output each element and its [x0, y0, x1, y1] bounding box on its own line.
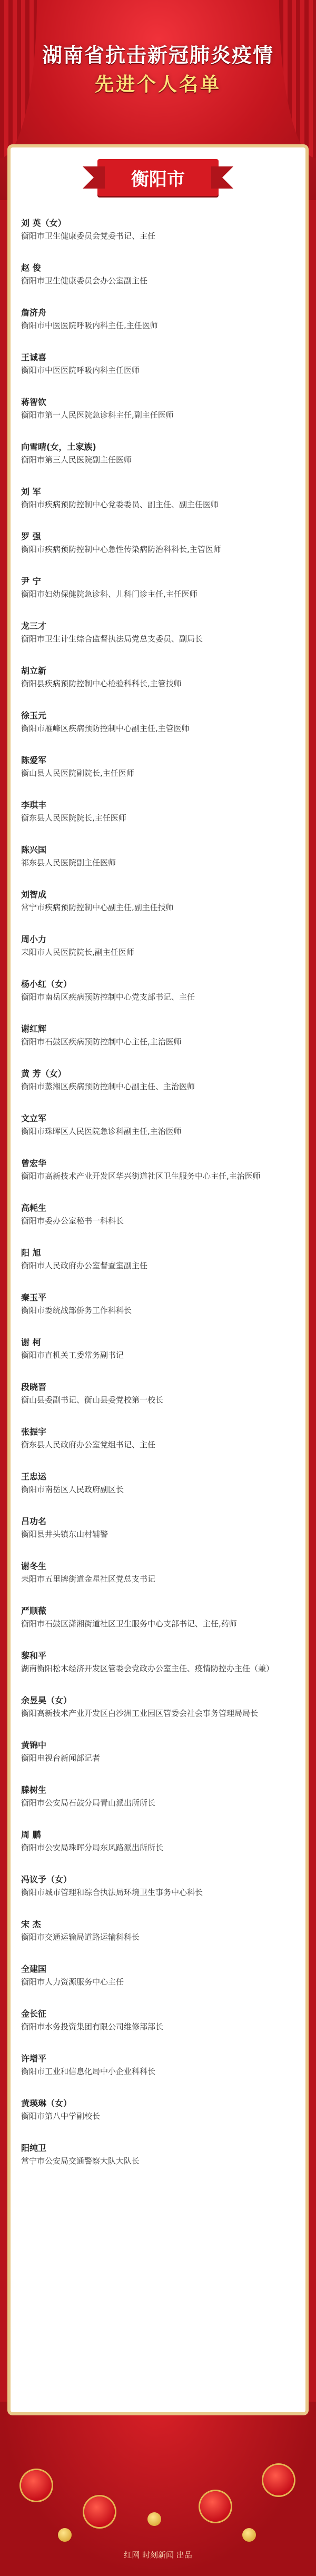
- list-item: [21, 1560, 295, 1585]
- honoree-title: 衡阳市公安局石鼓分局青山派出所所长: [21, 1798, 156, 1808]
- list-item: [21, 262, 295, 287]
- list-item: [21, 799, 295, 824]
- page-subtitle: 先进个人名单: [94, 74, 221, 95]
- honoree-title: 衡阳市公安局珠晖分局东风路派出所所长: [21, 1843, 164, 1852]
- list-item: [21, 844, 295, 869]
- honoree-name: 金长征: [21, 2009, 47, 2019]
- honoree-name: 吕功名: [21, 1516, 47, 1526]
- honoree-name: 冯议予（女）: [21, 1874, 72, 1884]
- honoree-name: 徐玉元: [21, 710, 47, 721]
- honoree-title: 衡阳市卫生健康委员会党委书记、主任: [21, 231, 156, 241]
- honoree-list: [21, 217, 295, 2187]
- list-item: [21, 530, 295, 556]
- honoree-name: 蒋智钦: [21, 397, 47, 407]
- city-name: 衡阳市: [131, 169, 185, 190]
- honoree-name: 李琪丰: [21, 800, 47, 810]
- honoree-name: 刘 英（女）: [21, 218, 66, 228]
- honoree-name: 杨小红（女）: [21, 979, 72, 989]
- city-banner: [97, 159, 219, 196]
- list-item: [21, 351, 295, 377]
- list-item: [21, 486, 295, 511]
- honoree-name: 周 鹏: [21, 1830, 41, 1840]
- honoree-name: 刘 军: [21, 487, 41, 497]
- list-item: [21, 933, 295, 959]
- list-item: [21, 575, 295, 600]
- honoree-name: 滕树生: [21, 1785, 47, 1795]
- honoree-name: 黄锦中: [21, 1740, 47, 1750]
- honoree-name: 许增平: [21, 2054, 47, 2064]
- list-item: [21, 2097, 295, 2123]
- honoree-title: 衡阳市人力资源服务中心主任: [21, 1977, 124, 1987]
- honoree-title: 衡阳市第三人民医院副主任医师: [21, 455, 132, 465]
- honoree-title: 衡阳市交通运输局道路运输科科长: [21, 1932, 140, 1942]
- honoree-name: 阳 旭: [21, 1248, 41, 1258]
- honoree-name: 高耗生: [21, 1203, 47, 1213]
- page-title: 湖南省抗击新冠肺炎疫情: [42, 44, 274, 67]
- list-item: [21, 1694, 295, 1720]
- honoree-title: 衡阳市中医医院呼吸内科主任医师: [21, 366, 140, 375]
- list-item: [21, 889, 295, 914]
- list-item: [21, 307, 295, 332]
- honoree-title: 湖南衡阳松木经济开发区管委会党政办公室主任、疫情防控办主任（兼）: [21, 1664, 274, 1673]
- honoree-title: 衡阳县疾病预防控制中心检验科科长,主管技师: [21, 679, 182, 688]
- honoree-name: 詹济舟: [21, 308, 47, 318]
- list-card: [11, 147, 305, 2412]
- honoree-title: 衡阳市卫生计生综合监督执法局党总支委员、副局长: [21, 634, 203, 644]
- honoree-name: 赵 俊: [21, 263, 41, 273]
- lantern-icon: [263, 2465, 294, 2495]
- list-item: [21, 1918, 295, 1943]
- lantern-icon: [21, 2470, 52, 2501]
- list-item: [21, 1605, 295, 1630]
- honoree-title: 衡阳市卫生健康委员会办公室副主任: [21, 276, 148, 285]
- honoree-name: 陈爱军: [21, 755, 47, 765]
- coin-icon: [147, 2512, 161, 2526]
- list-item: [21, 665, 295, 690]
- honoree-name: 全建国: [21, 1964, 47, 1974]
- honoree-title: 衡阳市雁峰区疾病预防控制中心副主任,主管医师: [21, 724, 190, 733]
- honoree-name: 阳纯卫: [21, 2143, 47, 2153]
- honoree-title: 常宁市公安局交通警察大队大队长: [21, 2156, 140, 2166]
- honoree-title: 衡阳市第八中学副校长: [21, 2111, 101, 2121]
- list-item: [21, 1963, 295, 1988]
- honoree-name: 余昱昊（女）: [21, 1695, 72, 1705]
- honoree-title: 衡阳市中医医院呼吸内科主任,主任医师: [21, 321, 158, 330]
- honoree-title: 衡阳市疾病预防控制中心党委委员、副主任、副主任医师: [21, 500, 219, 509]
- list-item: [21, 1291, 295, 1317]
- honoree-title: 衡阳市南岳区人民政府副区长: [21, 1485, 124, 1494]
- honoree-title: 衡阳市直机关工委常务副书记: [21, 1350, 124, 1360]
- honoree-name: 陈兴国: [21, 845, 47, 855]
- list-item: [21, 1426, 295, 1451]
- list-item: [21, 1112, 295, 1138]
- honoree-name: 谢红辉: [21, 1024, 47, 1034]
- coin-icon: [58, 2528, 72, 2542]
- list-item: [21, 1739, 295, 1764]
- honoree-name: 严顺薇: [21, 1606, 47, 1616]
- honoree-title: 衡东县人民医院院长,主任医师: [21, 813, 126, 823]
- coin-icon: [242, 2528, 256, 2542]
- honoree-name: 张振宇: [21, 1427, 47, 1437]
- honoree-name: 谢 柯: [21, 1337, 41, 1347]
- list-item: [21, 978, 295, 1003]
- honoree-name: 王忠运: [21, 1472, 47, 1482]
- honoree-title: 衡阳市工业和信息化局中小企业科科长: [21, 2067, 156, 2076]
- footer-credit: 红网 时刻新闻 出品: [124, 2550, 192, 2560]
- honoree-title: 衡阳市委办公室秘书一科科长: [21, 1216, 124, 1226]
- honoree-name: 周小力: [21, 934, 47, 944]
- honoree-name: 黄 芳（女）: [21, 1069, 66, 1079]
- honoree-title: 衡阳市人民政府办公室督查室副主任: [21, 1261, 148, 1270]
- honoree-name: 尹 宁: [21, 576, 41, 586]
- honoree-name: 黄瑛琳（女）: [21, 2098, 72, 2108]
- list-item: [21, 2008, 295, 2033]
- honoree-title: 衡阳市石鼓区潇湘街道社区卫生服务中心支部书记、主任,药师: [21, 1619, 237, 1628]
- honoree-title: 衡阳高新技术产业开发区白沙洲工业园区管委会社会事务管理局局长: [21, 1709, 259, 1718]
- honoree-name: 段晓晋: [21, 1382, 47, 1392]
- honoree-name: 谢冬生: [21, 1561, 47, 1571]
- honoree-title: 衡阳市珠晖区人民医院急诊科副主任,主治医师: [21, 1127, 182, 1136]
- honoree-name: 王诚喜: [21, 352, 47, 362]
- list-item: [21, 2052, 295, 2078]
- honoree-title: 耒阳市人民医院院长,副主任医师: [21, 948, 134, 957]
- list-item: [21, 1247, 295, 1272]
- list-item: [21, 1470, 295, 1496]
- list-item: [21, 1023, 295, 1048]
- honoree-name: 胡立新: [21, 666, 47, 676]
- honoree-title: 衡阳市高新技术产业开发区华兴街道社区卫生服务中心主任,主治医师: [21, 1171, 261, 1181]
- honoree-name: 宋 杰: [21, 1919, 41, 1929]
- honoree-title: 耒阳市五里牌街道金星社区党总支书记: [21, 1574, 156, 1584]
- lantern-icon: [200, 2491, 231, 2522]
- honoree-title: 衡山县人民医院副院长,主任医师: [21, 768, 134, 778]
- list-item: [21, 1157, 295, 1182]
- honoree-title: 衡东县人民政府办公室党组书记、主任: [21, 1440, 156, 1449]
- honoree-title: 衡阳市石鼓区疾病预防控制中心主任,主治医师: [21, 1037, 182, 1047]
- list-item: [21, 1202, 295, 1227]
- list-item: [21, 1068, 295, 1093]
- honoree-title: 衡阳县井头镇东山村辅警: [21, 1529, 108, 1539]
- list-item: [21, 441, 295, 466]
- honoree-name: 罗 强: [21, 531, 41, 541]
- honoree-name: 黎和平: [21, 1651, 47, 1661]
- list-item: [21, 396, 295, 421]
- list-item: [21, 1873, 295, 1899]
- lantern-icon: [84, 2496, 115, 2527]
- honoree-title: 常宁市疾病预防控制中心副主任,副主任技师: [21, 903, 174, 912]
- list-item: [21, 1784, 295, 1809]
- honoree-title: 衡阳市南岳区疾病预防控制中心党支部书记、主任: [21, 992, 195, 1002]
- list-item: [21, 709, 295, 735]
- honoree-title: 衡阳市水务投资集团有限公司维修部部长: [21, 2022, 164, 2031]
- honoree-title: 祁东县人民医院副主任医师: [21, 858, 116, 867]
- list-item: [21, 620, 295, 645]
- list-item: [21, 1650, 295, 1675]
- honoree-name: 龙三才: [21, 621, 47, 631]
- honoree-title: 衡山县委副书记、衡山县委党校第一校长: [21, 1395, 164, 1405]
- list-item: [21, 1829, 295, 1854]
- honoree-name: 刘智成: [21, 890, 47, 900]
- honoree-title: 衡阳电视台新闻部记者: [21, 1753, 101, 1763]
- list-item: [21, 2142, 295, 2167]
- honoree-title: 衡阳市妇幼保健院急诊科、儿科门诊主任,主任医师: [21, 589, 197, 599]
- honoree-name: 秦玉平: [21, 1292, 47, 1302]
- honoree-title: 衡阳市城市管理和综合执法局环境卫生事务中心科长: [21, 1888, 203, 1897]
- list-item: [21, 754, 295, 779]
- list-item: [21, 1336, 295, 1361]
- honoree-title: 衡阳市蒸湘区疾病预防控制中心副主任、主治医师: [21, 1082, 195, 1091]
- list-item: [21, 1515, 295, 1541]
- honoree-title: 衡阳市疾病预防控制中心急性传染病防治科科长,主管医师: [21, 545, 221, 554]
- honoree-name: 曾宏华: [21, 1158, 47, 1168]
- list-item: [21, 1381, 295, 1406]
- honoree-name: 向雪晴(女，土家族): [21, 442, 96, 452]
- honoree-title: 衡阳市委统战部侨务工作科科长: [21, 1306, 132, 1315]
- honoree-title: 衡阳市第一人民医院急诊科主任,副主任医师: [21, 410, 174, 420]
- honoree-name: 文立军: [21, 1113, 47, 1123]
- list-item: [21, 217, 295, 242]
